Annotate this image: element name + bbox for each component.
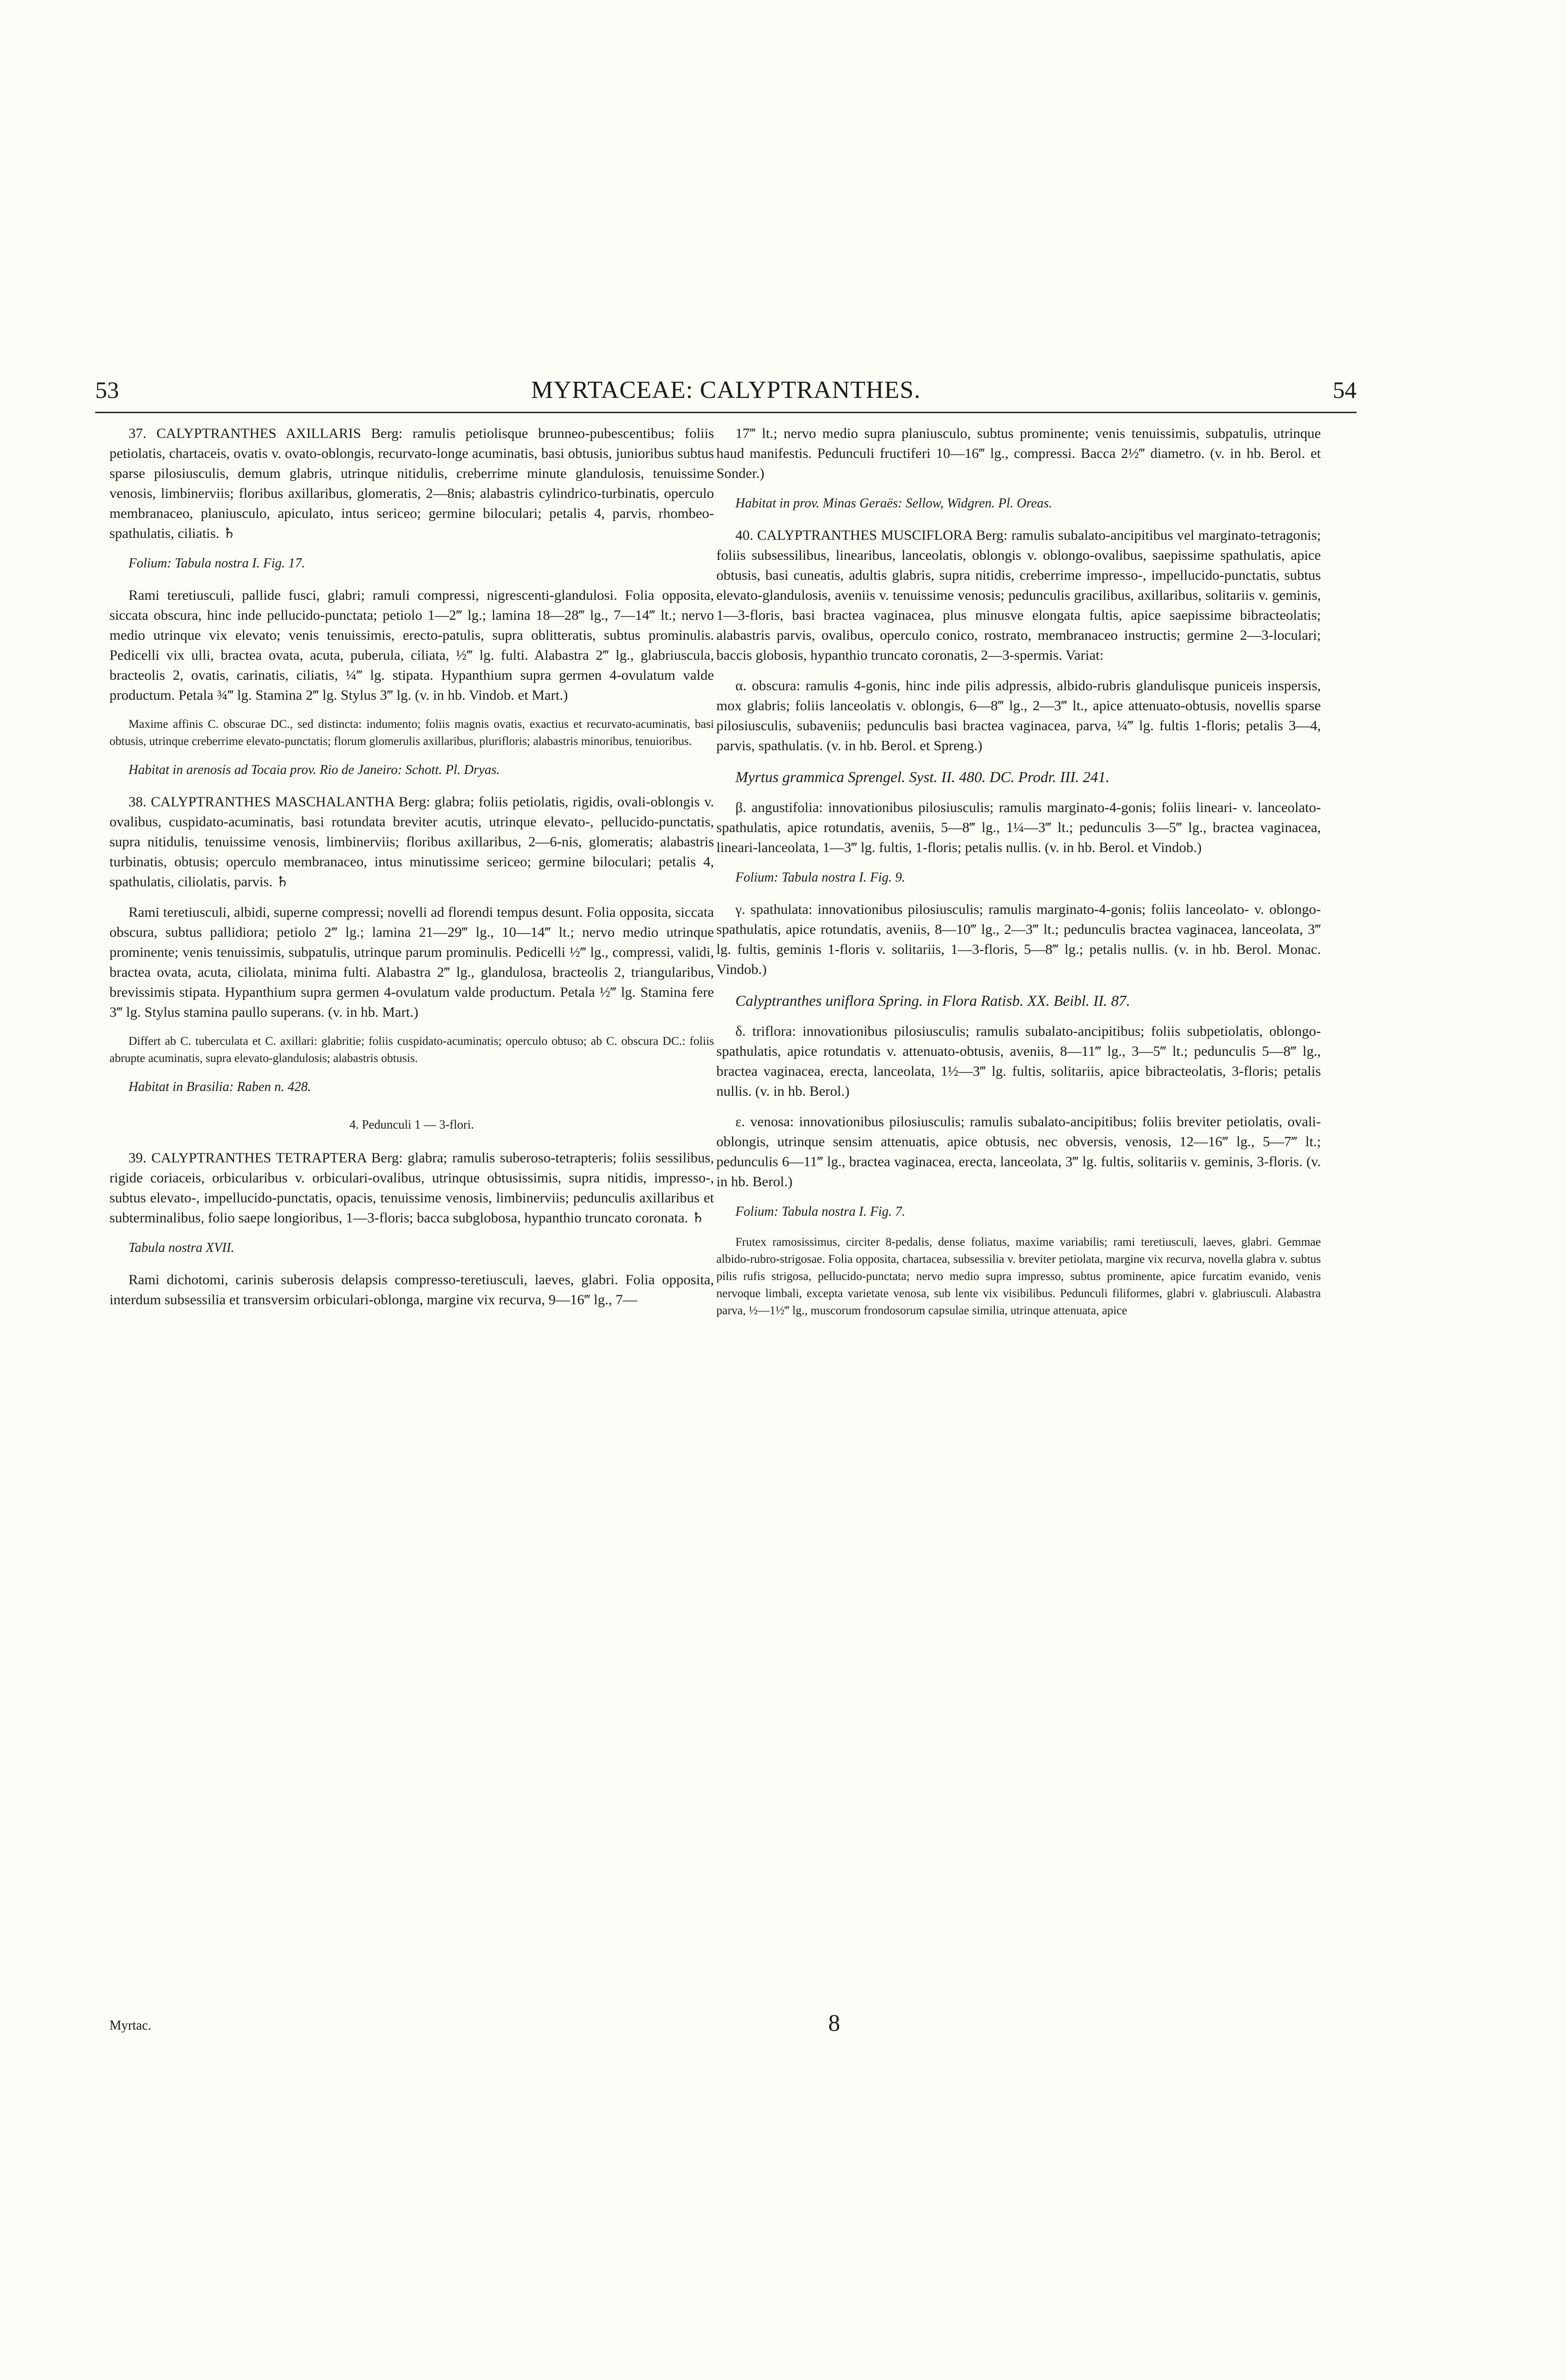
header-rule (95, 412, 1357, 413)
right-italic-note-6: Folium: Tabula nostra I. Fig. 9. (735, 870, 905, 885)
page-number-right: 54 (1333, 377, 1357, 403)
signature-mark: Myrtac. (109, 2018, 151, 2033)
right-italic-note-1: Habitat in prov. Minas Geraës: Sellow, Widgren. Pl. Oreas. (735, 496, 1052, 511)
right-paragraph-2: 40. CALYPTRANTHES MUSCIFLORA Berg: ramulis subalato-ancipitibus vel marginato-tetragonis; foliis subsessilibus, linearibus, lanceolatis, oblongis v. oblongo-ovalibus, saepissime spathulatis, apice obtusis, basi cuneatis, adultis glabris, supra nitidis, creberrime impresso-, impellucido-punctatis, subtus elevato-glandulosis, aveniis v. tenuissime venosis; pedunculis gracilibus, axillaribus, solitariis v. geminis, 1—3-floris, basi bractea vaginacea, plus minusve elongata fultis, apice saepissime bibracteolatis; alabastris parvis, ovalibus, operculo conico, rostrato, membranaceo instructis; germine 2—3-loculari; baccis globosis, hypanthio truncato coronatis, 2—3-spermis. Variat: (716, 527, 1321, 663)
left-paragraph-6: Rami teretiusculi, albidi, superne compressi; novelli ad florendi tempus desunt. Folia opposita, siccata obscura, subtus pallidiora; petiolo 2‴ lg.; lamina 21—29‴ lg., 10—14‴ lt.; nervo medio utrinque prominente; venis tenuissimis, subpatulis, utrinque parum prominulis. Pedicelli ½‴ lg., compressi, validi, bractea ovata, acuta, ciliolata, minima fulti. Alabastra 2‴ lg., glandulosa, bracteolis 2, triangularibus, brevissimis stipata. Hypanthium supra germen 4-ovulatum valde productum. Petala ½‴ lg. Stamina fere 3‴ lg. Stylus stamina paullo superans. (v. in hb. Mart.) (109, 904, 714, 1020)
right-paragraph-10: ε. venosa: innovationibus pilosiusculis; ramulis subalato-ancipitibus; foliis breviter petiolatis, ovali-oblongis, utrinque sensim attenuatis, apice obtusis, nec obversis, venosis, 12—16‴ lg., 5—7‴ lt.; pedunculis 6—11‴ lg., bractea vaginacea, erecta, lanceolata, 3‴ lg. fultis, solitariis v. geminis, 3-floris. (v. in hb. Berol.) (716, 1114, 1321, 1190)
right-italic-note-11: Folium: Tabula nostra I. Fig. 7. (735, 1204, 905, 1219)
right-citation-8: Calyptranthes uniflora Spring. in Flora Ratisb. XX. Beibl. II. 87. (735, 992, 1130, 1009)
left-section-heading-9: 4. Pedunculi 1 — 3-flori. (349, 1118, 474, 1131)
running-title: MYRTACEAE: CALYPTRANTHES. (531, 377, 921, 404)
running-header (95, 376, 1357, 405)
left-paragraph-0: 37. CALYPTRANTHES AXILLARIS Berg: ramulis petiolisque brunneo-pubescentibus; foliis petiolatis, chartaceis, ovatis v. ovato-oblongis, recurvato-longe acuminatis, basi obtusis, junioribus subtus sparse pilosiusculis, demum glabris, utrinque nitidulis, creberrime minute glandulosis, tenuissime venosis, limbinerviis; floribus axillaribus, glomeratis, 2—8nis; alabastris cylindrico-turbinatis, operculo membranaceo, planiusculo, apiculato, intus sericeo; germine biloculari; petalis 4, parvis, rhombeo-spathulatis, ciliatis. ♄ (109, 426, 714, 541)
right-paragraph-0: 17‴ lt.; nervo medio supra planiusculo, subtus prominente; venis tenuissimis, subpatulis, utrinque haud manifestis. Pedunculi fructiferi 10—16‴ lg., compressi. Bacca 2½‴ diametro. (v. in hb. Berol. et Sonder.) (716, 426, 1321, 481)
right-citation-4: Myrtus grammica Sprengel. Syst. II. 480. DC. Prodr. III. 241. (735, 768, 1110, 785)
left-italic-note-11: Tabula nostra XVII. (129, 1240, 235, 1255)
left-paragraph-5: 38. CALYPTRANTHES MASCHALANTHA Berg: glabra; foliis petiolatis, rigidis, ovali-oblongis v. ovalibus, cuspidato-acuminatis, basi rotundata breviter acutis, utrinque elevato-, pellucido-punctatis, supra nitidulis, tenuissime venosis, limbinerviis; floribus axillaribus, 2—6-nis, glomeratis; alabastris turbinatis, obtusis; operculo membranaceo, intus minutissime sericeo; germine biloculari; petalis 4, spathulatis, ciliolatis, parvis. ♄ (109, 794, 714, 890)
left-italic-note-4: Habitat in arenosis ad Tocaia prov. Rio de Janeiro: Schott. Pl. Dryas. (129, 763, 500, 777)
left-italic-note-1: Folium: Tabula nostra I. Fig. 17. (129, 556, 305, 571)
left-small-note-3: Maxime affinis C. obscurae DC., sed distincta: indumento; foliis magnis ovatis, exactius et recurvato-acuminatis, basi obtusis, utrinque creberrime elevato-punctatis; florum glomerulis axillaribus, plurifloris; alabastris minoribus, tenuioribus. (109, 718, 714, 748)
left-paragraph-2: Rami teretiusculi, pallide fusci, glabri; ramuli compressi, nigrescenti-glandulosi. Folia opposita, siccata obscura, hinc inde pellucido-punctata; petiolo 1—2‴ lg.; lamina 18—28‴ lg., 7—14‴ lt.; nervo medio utrinque vix elevato; venis tenuissimis, erecto-patulis, supra oblitteratis, subtus prominulis. Pedicelli vix ulli, bractea ovata, acuta, puberula, ciliata, ½‴ lg. fulti. Alabastra 2‴ lg., glabriuscula, bracteolis 2, ovatis, carinatis, ciliatis, ¼‴ lg. stipata. Hypanthium supra germen 4-ovulatum valde productum. Petala ¾‴ lg. Stamina 2‴ lg. Stylus 3‴ lg. (v. in hb. Vindob. et Mart.) (109, 587, 714, 703)
right-paragraph-3: α. obscura: ramulis 4-gonis, hinc inde pilis adpressis, albido-rubris glandulisque puniceis inspersis, mox glabris; foliis lanceolatis v. oblongis, 6—8‴ lg., 2—3‴ lt., apice attenuato-obtusis, novellis sparse pilosiusculis, subaveniis; pedunculis basi bractea vaginacea, parva, ¼‴ lg. fultis 1-floris; petalis 3—4, parvis, spathulatis. (v. in hb. Berol. et Spreng.) (716, 678, 1321, 754)
left-column (109, 424, 714, 1320)
sheet-number: 8 (828, 2009, 840, 2036)
left-paragraph-10: 39. CALYPTRANTHES TETRAPTERA Berg: glabra; ramulis suberoso-tetrapteris; foliis sessilibus, rigide coriaceis, orbicularibus v. orbiculari-ovalibus, utrinque obtusissimis, supra nitidis, impresso-, subtus elevato-, impellucido-punctatis, opacis, tenuissime venosis, limbinerviis; pedunculis axillaribus et subterminalibus, folio saepe longioribus, 1—3-floris; bacca subglobosa, hypanthio truncato coronata. ♄ (109, 1150, 714, 1226)
left-paragraph-12: Rami dichotomi, carinis suberosis delapsis compresso-teretiusculi, laeves, glabri. Folia opposita, interdum subsessilia et transversim orbiculari-oblonga, margine vix recurva, 9—16‴ lg., 7— (109, 1272, 714, 1308)
right-paragraph-7: γ. spathulata: innovationibus pilosiusculis; ramulis marginato-4-gonis; foliis lanceolato- v. oblongo-spathulatis, apice rotundatis, aveniis, 8—10‴ lg., 2—3‴ lt.; pedunculis bractea vaginacea, lanceolata, 3‴ lg. fultis, geminis 1-floris v. solitariis, 1—3-floris, 5—8‴ lg.; petalis nullis. (v. in hb. Berol. Monac. Vindob.) (716, 902, 1321, 977)
page-number-left: 53 (95, 377, 119, 403)
left-small-note-7: Differt ab C. tuberculata et C. axillari: glabritie; foliis cuspidato-acuminatis; operculo obtuso; ab C. obscura DC.: foliis abrupte acuminatis, supra elevato-glandulosis; alabastris obtusis. (109, 1035, 714, 1065)
right-paragraph-5: β. angustifolia: innovationibus pilosiusculis; ramulis marginato-4-gonis; foliis lineari- v. lanceolato-spathulatis, apice rotundatis, aveniis, 5—8‴ lg., 1¼—3‴ lt.; pedunculis 3—5‴ lg., bractea vaginacea, lineari-lanceolata, 1—3‴ lg. fultis, 1-floris; petalis nullis. (v. in hb. Berol. et Vindob.) (716, 800, 1321, 855)
right-paragraph-9: δ. triflora: innovationibus pilosiusculis; ramulis subalato-ancipitibus; foliis subpetiolatis, oblongo-spathulatis, apice rotundatis v. attenuato-obtusis, aveniis, 8—11‴ lg., 3—5‴ lt.; pedunculis 5—8‴ lg., bractea vaginacea, erecta, lanceolata, 1½—3‴ lg. fultis, solitariis, apice bibracteolatis, 3-floris; petalis nullis. (v. in hb. Berol.) (716, 1023, 1321, 1099)
right-column (716, 424, 1321, 1330)
right-small-note-12: Frutex ramosissimus, circiter 8-pedalis, dense foliatus, maxime variabilis; rami teretiusculi, laeves, glabri. Gemmae albido-rubro-strigosae. Folia opposita, chartacea, subsessilia v. breviter petiolata, margine vix recurva, novella glabra v. subtus pilis rufis strigosa, pellucido-punctata; nervo medio supra impresso, subtus prominente, apice furcatim evanido, venis nervoque limbali, excepta varietate venosa, sub lente vix visibilibus. Pedunculi filiformes, glabri v. glabriusculi. Alabastra parva, ½—1½‴ lg., muscorum frondosorum capsulae similia, utrinque attenuata, apice (716, 1236, 1321, 1317)
left-italic-note-8: Habitat in Brasilia: Raben n. 428. (129, 1080, 311, 1094)
